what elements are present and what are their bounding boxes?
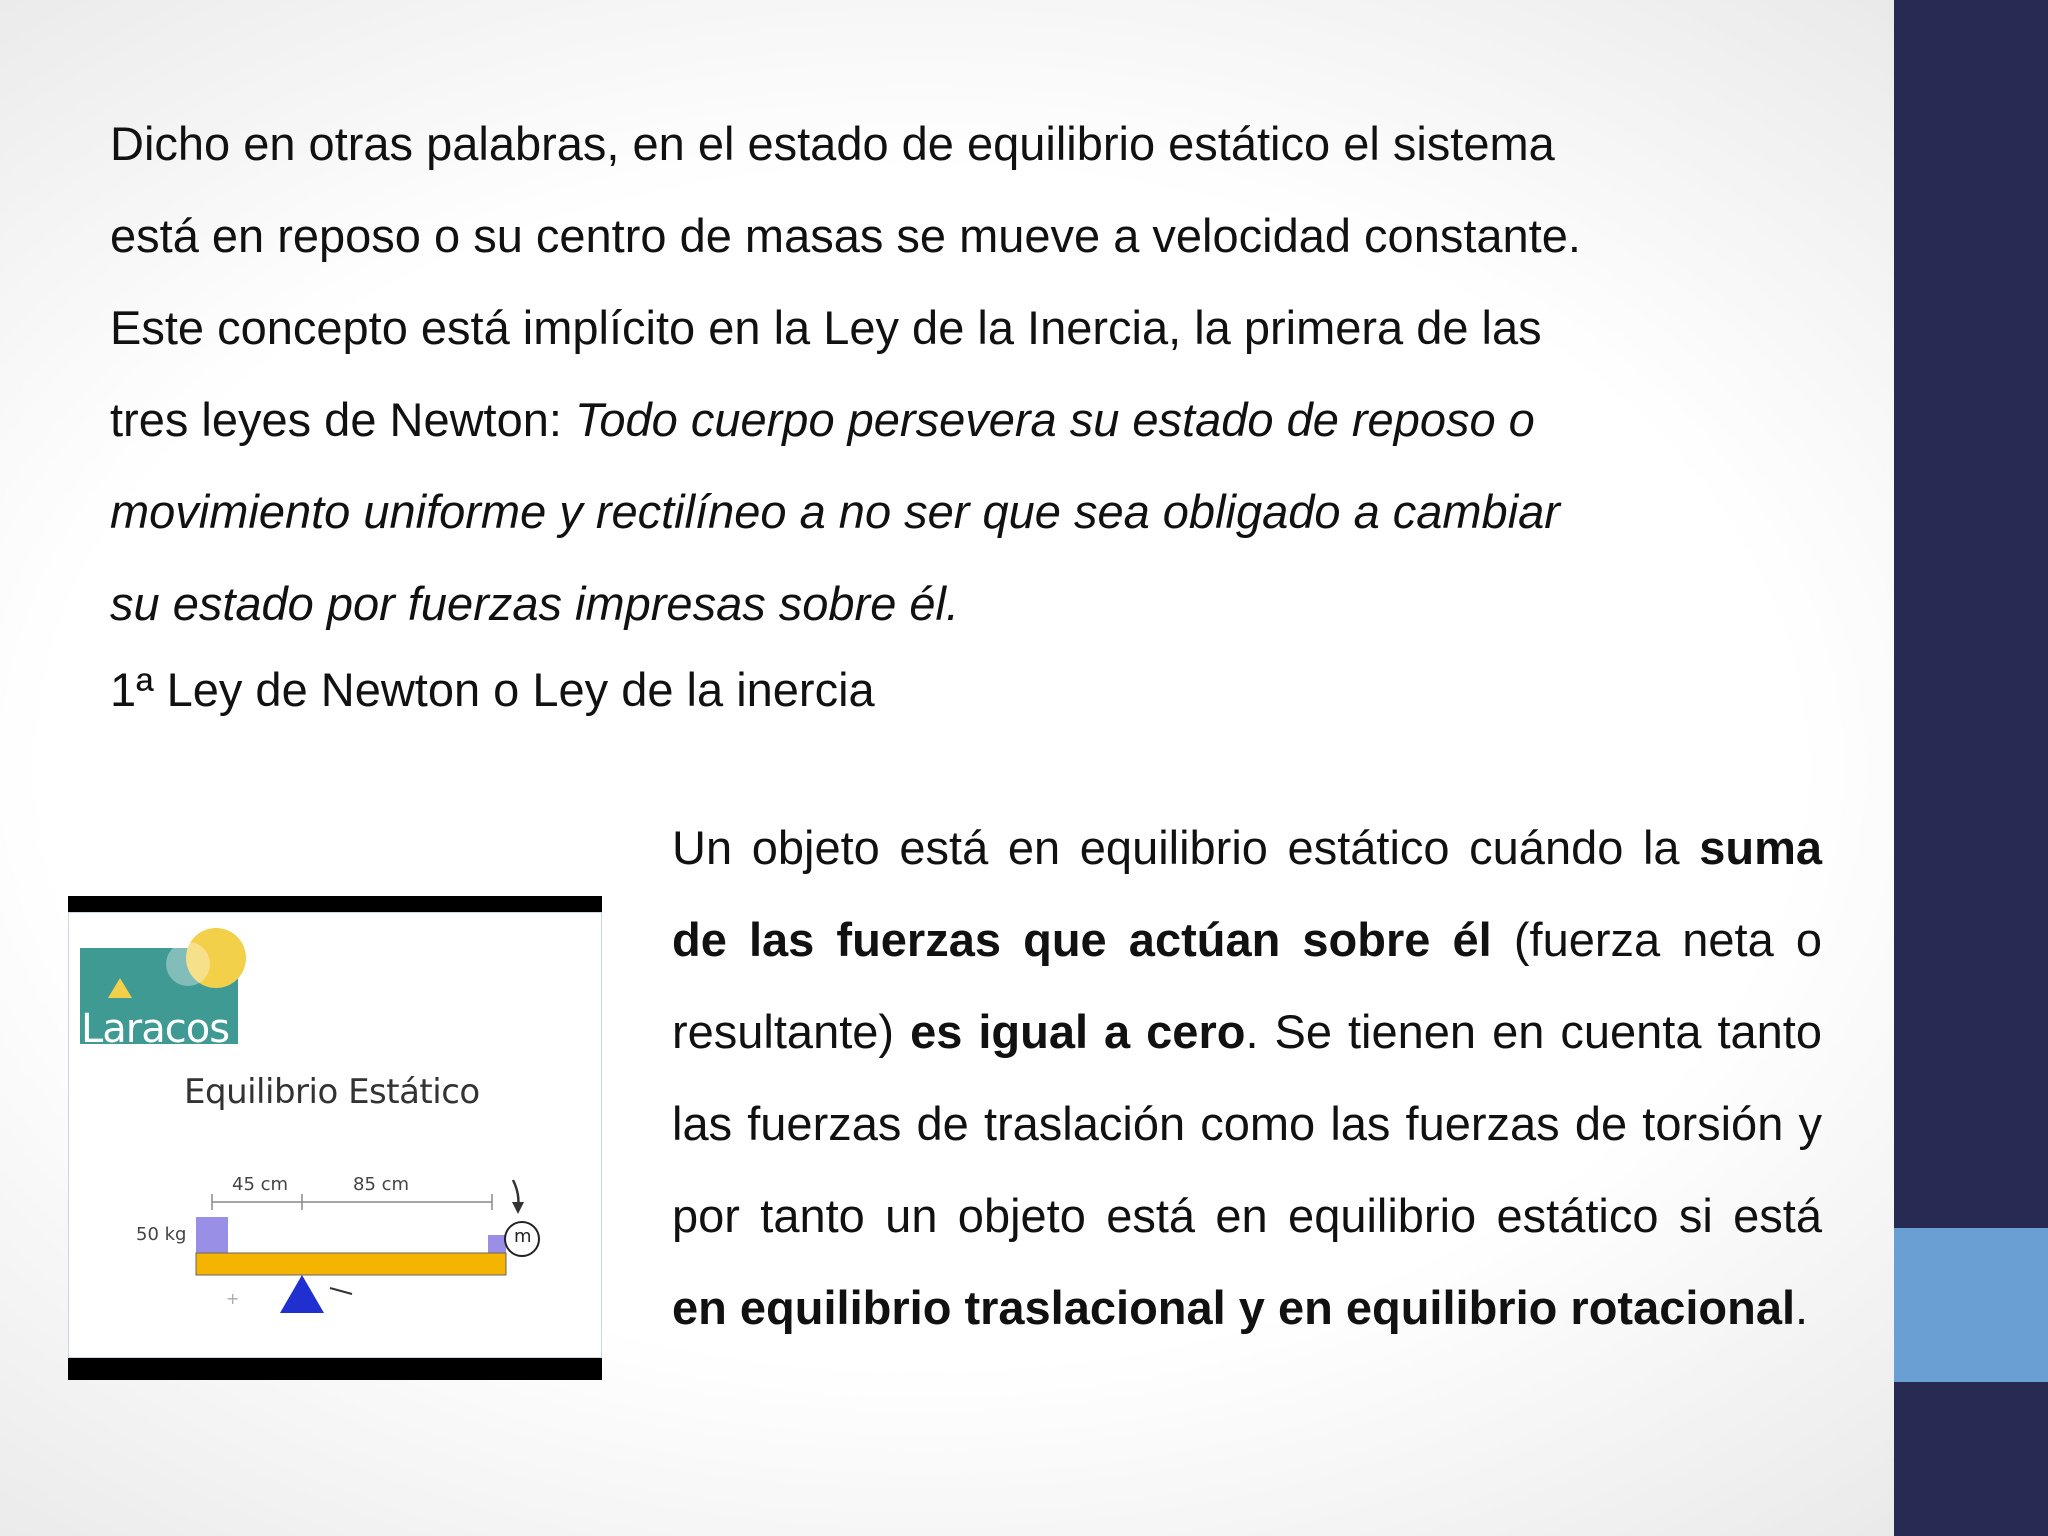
definition-text-3: . Se tienen en cuenta tanto las fuerzas de traslación como las fuerzas de torsión y por tanto un objeto está en equilibrio estático si está	[672, 1005, 1822, 1242]
video-frame	[68, 912, 602, 1358]
newton-quote-part-1: Todo cuerpo persevera su estado de reposo o	[575, 393, 1535, 446]
newton-quote-part-3: su estado por fuerzas impresas sobre él.	[110, 577, 960, 630]
mass-label: 50 kg	[136, 1224, 187, 1245]
law-title: 1ª Ley de Newton o Ley de la inercia	[110, 663, 875, 716]
balance-beam	[196, 1253, 506, 1275]
thumbnail-logo-text: Laracos	[81, 1006, 230, 1052]
weight-m	[488, 1235, 506, 1253]
video-thumbnail[interactable]	[68, 896, 602, 1380]
definition-bold-3: en equilibrio traslacional y en equilibrio rotacional	[672, 1281, 1796, 1334]
weight-50kg	[196, 1217, 228, 1253]
definition-text-2: (fuerza neta o resultante)	[672, 913, 1822, 1058]
svg-text:+: +	[226, 1289, 240, 1308]
definition-bold-1: suma de las fuerzas que actúan sobre él	[672, 821, 1822, 966]
thumbnail-title: Equilibrio Estático	[184, 1072, 480, 1112]
definition-text-4: .	[1795, 1281, 1809, 1334]
newton-quote-part-2: movimiento uniforme y rectilíneo a no ser que sea obligado a cambiar	[110, 485, 1560, 538]
dimension-left-label: 45 cm	[232, 1174, 289, 1195]
equilibrium-definition	[672, 802, 1822, 1354]
accent-block	[1894, 1228, 2048, 1382]
intro-line-2: está en reposo o su centro de masas se mueve a velocidad constante.	[110, 209, 1581, 262]
intro-line-4-normal: tres leyes de Newton:	[110, 393, 575, 446]
intro-line-4	[110, 374, 1728, 466]
unknown-mass-label: m	[514, 1226, 532, 1247]
static-equilibrium-diagram	[68, 912, 602, 1358]
intro-line-1: Dicho en otras palabras, en el estado de equilibrio estático el sistema	[110, 117, 1555, 170]
dimension-right-label: 85 cm	[353, 1174, 410, 1195]
definition-bold-2: es igual a cero	[910, 1005, 1246, 1058]
intro-paragraph	[110, 98, 1728, 650]
intro-line-3: Este concepto está implícito en la Ley de la Inercia, la primera de las	[110, 301, 1542, 354]
definition-text-1: Un objeto está en equilibrio estático cuándo la	[672, 821, 1700, 874]
